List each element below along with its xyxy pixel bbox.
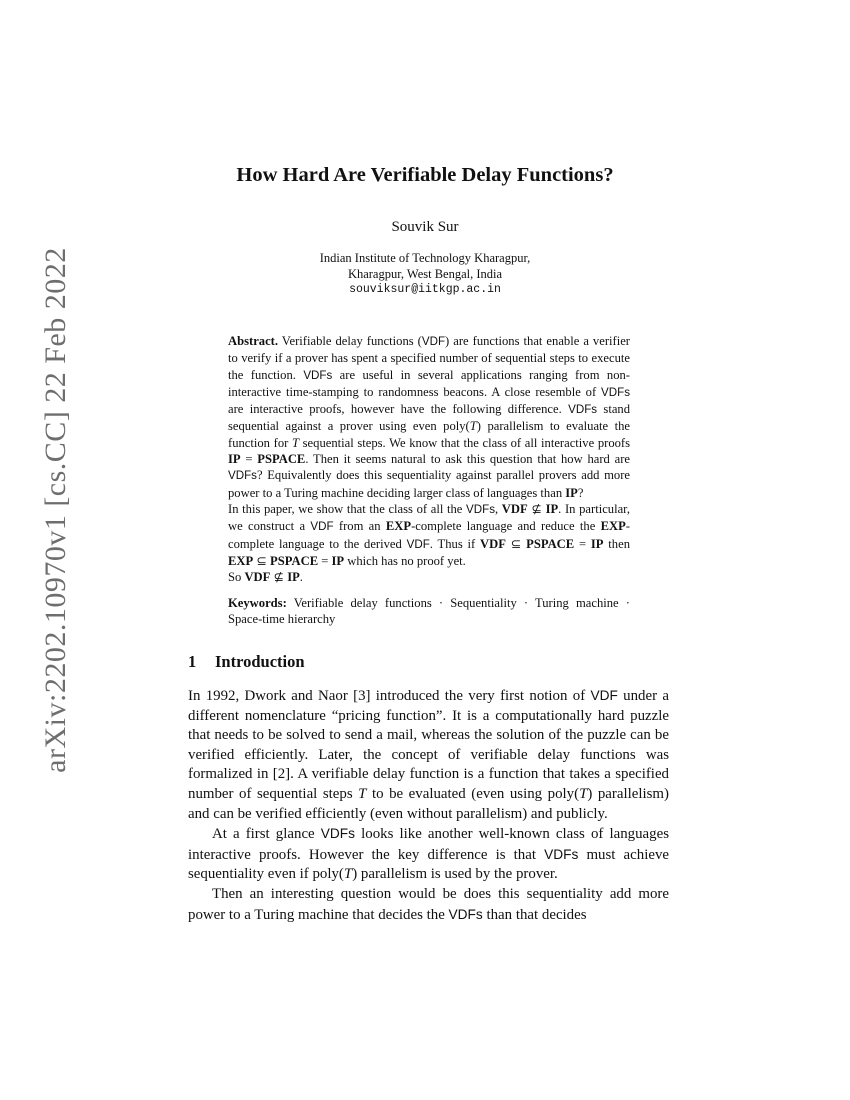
body-paragraph-3: Then an interesting question would be does this sequentiality add more power to a Turing machine that decides the VDFs than that decides bbox=[188, 885, 669, 923]
keywords-label: Keywords: bbox=[228, 596, 287, 610]
section-heading-introduction bbox=[188, 652, 305, 672]
abstract-paragraph-2: In this paper, we show that the class of all the VDFs, VDF ⊈ IP. In particular, we construct a VDF from an EXP-complete language and reduce the EXP-complete language to the derived VDF. Thus if VDF ⊆ PSPACE = IP then EXP ⊆ PSPACE = IP which has no proof yet. bbox=[228, 501, 631, 568]
arxiv-identifier-stamp: arXiv:2202.10970v1 [cs.CC] 22 Feb 2022 bbox=[39, 247, 72, 773]
section-title: Introduction bbox=[215, 652, 305, 671]
author-name: Souvik Sur bbox=[391, 219, 459, 235]
body-paragraph-1: In 1992, Dwork and Naor [3] introduced the very first notion of VDF under a different nomenclature “pricing function”. It is a computationally hard puzzle that needs to be solved to send a mail, whereas the solution of the puzzle can be verified efficiently. Later, the concept of verifiable delay functions was formalized in [2]. A verifiable delay function is a function that takes a specified number of sequential steps T to be evaluated (even using poly(T) parallelism) and can be verified efficiently (even without parallelism) and publicly. bbox=[188, 688, 669, 822]
keywords-block bbox=[228, 595, 630, 628]
section-number: 1 bbox=[188, 652, 197, 671]
abstract-paragraph-1: Abstract. Verifiable delay functions (VDF) are functions that enable a verifier to verify if a prover has spent a specified number of sequential steps to execute the function. VDFs are useful in several applications ranging from non-interactive time-stamping to randomness beacons. A close resemble of VDFs are interactive proofs, however have the following difference. VDFs stand sequential against a prover using even poly(T) parallelism to evaluate the function for T sequential steps. We know that the class of all interactive proofs IP = PSPACE. Then it seems natural to ask this question that how hard are VDFs? Equivalently does this sequentiality against parallel provers add more power to a Turing machine deciding larger class of languages than IP? bbox=[228, 334, 631, 500]
abstract-block bbox=[228, 333, 630, 585]
keywords-list: Verifiable delay functions · Sequentiality · Turing machine · Space-time hierarchy bbox=[228, 596, 630, 627]
author-email[interactable]: souviksur@iitkgp.ac.in bbox=[349, 283, 501, 296]
body-paragraph-2: At a first glance VDFs looks like another well-known class of languages interactive proofs. However the key difference is that VDFs must achieve sequentiality even if poly(T) parallelism is used by the prover. bbox=[188, 826, 670, 883]
abstract-label: Abstract. bbox=[228, 334, 279, 348]
paper-title: How Hard Are Verifiable Delay Functions? bbox=[236, 164, 614, 186]
abstract-paragraph-3: So VDF ⊈ IP. bbox=[228, 570, 303, 585]
author-affiliation bbox=[0, 250, 850, 298]
affiliation-location: Kharagpur, West Bengal, India bbox=[347, 267, 503, 281]
introduction-body bbox=[188, 686, 669, 925]
affiliation-institute: Indian Institute of Technology Kharagpur, bbox=[319, 251, 531, 265]
